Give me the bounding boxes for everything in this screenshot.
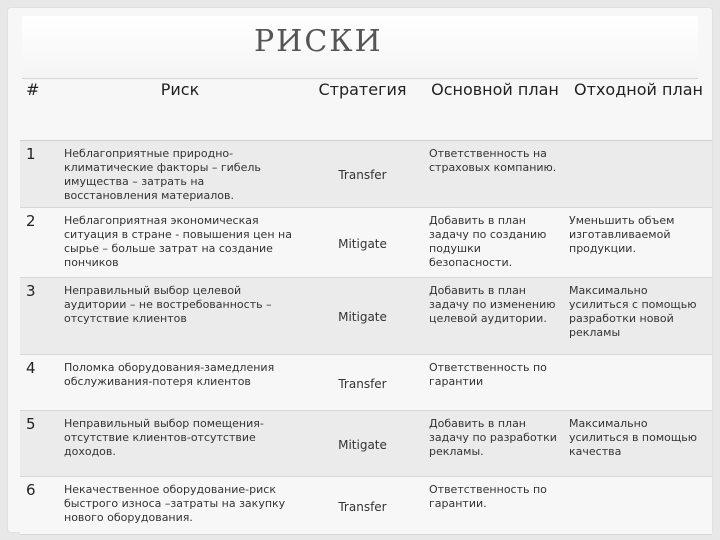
table-header-row bbox=[20, 70, 712, 141]
strategy-cell: Mitigate bbox=[300, 411, 425, 477]
header-number: # bbox=[20, 70, 60, 141]
header-backup-plan: Отходной план bbox=[565, 70, 712, 141]
risk-cell: Поломка оборудования-замедления обслуживания-потеря клиентов bbox=[60, 355, 300, 411]
risk-cell: Некачественное оборудование-риск быстрого износа –затраты на закупку нового оборудования. bbox=[60, 477, 300, 535]
strategy-cell: Transfer bbox=[300, 141, 425, 208]
backup-plan-cell: Максимально усилиться в помощью качества bbox=[565, 411, 712, 477]
header-main-plan: Основной план bbox=[425, 70, 565, 141]
row-number: 4 bbox=[20, 355, 60, 411]
risk-cell: Неправильный выбор помещения-отсутствие клиентов-отсутствие доходов. bbox=[60, 411, 300, 477]
risk-cell: Неблагоприятные природно-климатические факторы – гибель имущества – затрать на восстановления материалов. bbox=[60, 141, 300, 208]
table-row bbox=[20, 208, 712, 278]
row-number: 5 bbox=[20, 411, 60, 477]
backup-plan-cell bbox=[565, 355, 712, 411]
table-row bbox=[20, 141, 712, 208]
main-plan-cell: Ответственность по гарантии. bbox=[425, 477, 565, 535]
risk-cell: Неблагоприятная экономическая ситуация в стране - повышения цен на сырье – больше затрат на создание пончиков bbox=[60, 208, 300, 278]
main-plan-cell: Добавить в план задачу по изменению целевой аудитории. bbox=[425, 278, 565, 355]
backup-plan-cell bbox=[565, 477, 712, 535]
header-risk: Риск bbox=[60, 70, 300, 141]
row-number: 2 bbox=[20, 208, 60, 278]
row-number: 3 bbox=[20, 278, 60, 355]
strategy-cell: Mitigate bbox=[300, 278, 425, 355]
main-plan-cell: Добавить в план задачу по разработки рекламы. bbox=[425, 411, 565, 477]
row-number: 1 bbox=[20, 141, 60, 208]
backup-plan-cell bbox=[565, 141, 712, 208]
header-strategy: Стратегия bbox=[300, 70, 425, 141]
strategy-cell: Transfer bbox=[300, 477, 425, 535]
main-plan-cell: Ответственность на страховых компанию. bbox=[425, 141, 565, 208]
main-plan-cell: Добавить в план задачу по созданию подушки безопасности. bbox=[425, 208, 565, 278]
strategy-cell: Mitigate bbox=[300, 208, 425, 278]
row-number: 6 bbox=[20, 477, 60, 535]
risk-table bbox=[20, 70, 712, 535]
backup-plan-cell: Максимально усилиться с помощью разработки новой рекламы bbox=[565, 278, 712, 355]
backup-plan-cell: Уменьшить объем изготавливаемой продукции. bbox=[565, 208, 712, 278]
main-plan-cell: Ответственность по гарантии bbox=[425, 355, 565, 411]
slide-title: РИСКИ bbox=[254, 24, 383, 59]
strategy-cell: Transfer bbox=[300, 355, 425, 411]
table-row bbox=[20, 411, 712, 477]
slide bbox=[8, 8, 712, 532]
table-row bbox=[20, 355, 712, 411]
risk-cell: Неправильный выбор целевой аудитории – не востребованность – отсутствие клиентов bbox=[60, 278, 300, 355]
table-row bbox=[20, 278, 712, 355]
table-row bbox=[20, 477, 712, 535]
